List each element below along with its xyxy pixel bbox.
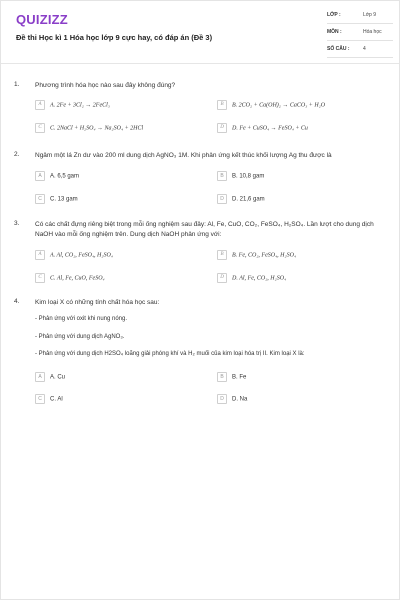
question-1: [14, 81, 394, 141]
option-letter-box: C: [35, 394, 45, 404]
meta-row-class: [327, 9, 393, 24]
option-b[interactable]: [217, 100, 325, 110]
option-letter-box: C: [35, 273, 45, 283]
option-text: D. 21,6 gam: [232, 196, 265, 203]
option-letter-box: B: [217, 250, 227, 260]
option-text: C. 13 gam: [50, 196, 78, 203]
option-text: C. Al, Fe, CuO, FeSO₄: [50, 275, 105, 282]
question-text: Kim loại X có những tính chất hóa học sau:: [35, 299, 160, 306]
option-d[interactable]: [217, 123, 308, 133]
option-letter-box: A: [35, 171, 45, 181]
meta-row-count: [327, 43, 393, 58]
option-text: D. Fe + CuSO₄ → FeSO₄ + Cu: [232, 125, 308, 132]
option-letter-box: B: [217, 171, 227, 181]
worksheet-meta: [327, 9, 393, 60]
option-a[interactable]: [35, 171, 79, 181]
question-text: Ngâm một lá Zn dư vào 200 ml dung dịch AgNO₃ 1M. Khi phản ứng kết thúc khối lượng Ag thu được là: [35, 152, 332, 159]
option-a[interactable]: [35, 100, 110, 110]
option-c[interactable]: [35, 394, 63, 404]
meta-value-class: Lớp 9: [363, 12, 377, 18]
meta-label-subject: MÔN :: [327, 29, 342, 35]
option-c[interactable]: [35, 194, 78, 204]
option-letter-box: C: [35, 123, 45, 133]
option-letter-box: C: [35, 194, 45, 204]
question-subline: - Phản ứng với oxit khi nung nóng.: [35, 316, 128, 322]
option-text: C. 2NaCl + H₂SO₄ → Na₂SO₄ + 2HCl: [50, 125, 144, 132]
option-letter-box: B: [217, 372, 227, 382]
option-d[interactable]: [217, 194, 265, 204]
question-text: Có các chất đựng riêng biệt trong mỗi ống nghiệm sau đây: Al, Fe, CuO, CO₂, FeSO₄, H₂SO₄. Lần lượt cho dung dịch NaOH vào mỗi ống nghiệm trên. Dung dịch NaOH phản ứng với:: [35, 221, 374, 238]
meta-row-subject: [327, 26, 393, 41]
option-d[interactable]: [217, 273, 286, 283]
meta-label-count: SỐ CÂU :: [327, 46, 350, 52]
option-letter-box: A: [35, 250, 45, 260]
option-text: D. Na: [232, 396, 248, 403]
option-a[interactable]: [35, 250, 113, 260]
option-a[interactable]: [35, 372, 65, 382]
option-text: A. Cu: [50, 374, 66, 381]
option-b[interactable]: [217, 171, 264, 181]
question-3: [14, 220, 394, 290]
option-text: D. Al, Fe, CO₂, H₂SO₄: [232, 275, 287, 282]
option-text: A. 6,5 gam: [50, 173, 80, 180]
option-b[interactable]: [217, 250, 296, 260]
option-text: B. Fe: [232, 374, 247, 381]
question-number: 4.: [14, 298, 20, 305]
option-letter-box: D: [217, 273, 227, 283]
option-c[interactable]: [35, 273, 105, 283]
option-letter-box: D: [217, 394, 227, 404]
option-text: A. 2Fe + 3Cl₂ → 2FeCl₃: [50, 102, 110, 109]
question-subline: - Phản ứng với dung dịch AgNO₃.: [35, 334, 125, 340]
question-number: 2.: [14, 151, 20, 158]
option-c[interactable]: [35, 123, 143, 133]
option-letter-box: D: [217, 123, 227, 133]
option-letter-box: B: [217, 100, 227, 110]
question-text: Phương trình hóa học nào sau đây không đúng?: [35, 82, 176, 89]
question-subline: - Phản ứng với dung dịch H2SO₄ loãng giải phóng khí và H₂ muối của kim loại hóa trị II. Kim loại X là:: [35, 351, 305, 357]
option-text: B. Fe, CO₂, FeSO₄, H₂SO₄: [232, 252, 296, 259]
meta-label-class: LỚP :: [327, 12, 341, 18]
option-letter-box: A: [35, 372, 45, 382]
meta-value-count: 4: [363, 46, 366, 52]
option-text: C. Al: [50, 396, 63, 403]
option-text: B. 10,8 gam: [232, 173, 265, 180]
question-number: 1.: [14, 81, 20, 88]
worksheet-header: [1, 1, 399, 64]
option-letter-box: D: [217, 194, 227, 204]
meta-value-subject: Hóa học: [363, 29, 382, 35]
option-text: A. Al, CO₂, FeSO₄, H₂SO₄: [50, 252, 113, 259]
option-text: B. 2CO₂ + Ca(OH)₂ → CaCO₃ + H₂O: [232, 102, 326, 109]
question-number: 3.: [14, 220, 20, 227]
option-b[interactable]: [217, 372, 246, 382]
worksheet-title: Đề thi Học kì 1 Hóa học lớp 9 cực hay, có đáp án (Đề 3): [16, 33, 213, 42]
option-d[interactable]: [217, 394, 247, 404]
quizizz-logo[interactable]: QUIZIZZ: [16, 12, 68, 27]
option-letter-box: A: [35, 100, 45, 110]
question-2: [14, 151, 394, 211]
question-4: [14, 298, 394, 413]
